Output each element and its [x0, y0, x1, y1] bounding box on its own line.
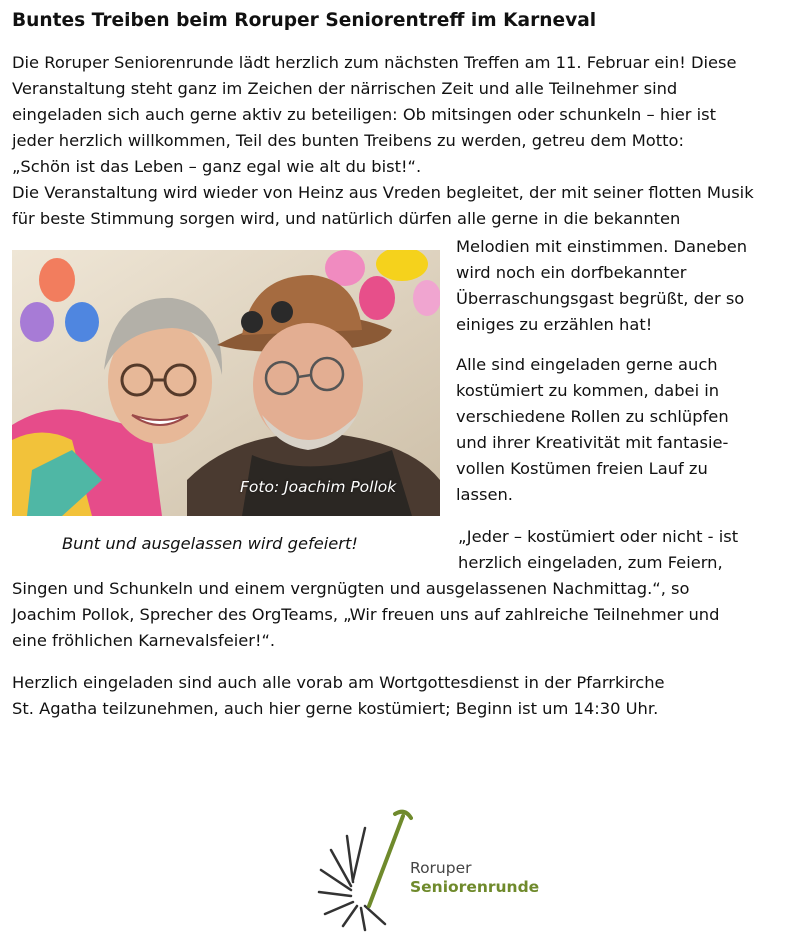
- paragraph-4-line: Herzlich eingeladen sind auch alle vorab am Wortgottesdienst in der Pfarrkirche: [12, 673, 665, 692]
- paragraph-1-right-line: einiges zu erzählen hat!: [456, 315, 653, 334]
- paragraph-1-line: Veranstaltung steht ganz im Zeichen der närrischen Zeit und alle Teilnehmer sind: [12, 79, 678, 98]
- paragraph-1-right-line: wird noch ein dorfbekannter: [456, 263, 687, 282]
- paragraph-1-line: für beste Stimmung sorgen wird, und natürlich dürfen alle gerne in die bekannten: [12, 209, 681, 228]
- paragraph-1-line: Die Roruper Seniorenrunde lädt herzlich zum nächsten Treffen am 11. Februar ein! Diese: [12, 53, 737, 72]
- paragraph-3-right-line: herzlich eingeladen, zum Feiern,: [458, 553, 723, 572]
- paragraph-3-right-line: „Jeder – kostümiert oder nicht - ist: [458, 527, 739, 546]
- paragraph-1-line: eingeladen sich auch gerne aktiv zu beteiligen: Ob mitsingen oder schunkeln – hier ist: [12, 105, 716, 124]
- logo-text-seniorenrunde: Seniorenrunde: [410, 878, 540, 896]
- paragraph-2-line: und ihrer Kreativität mit fantasie-: [456, 433, 729, 452]
- paragraph-1-right-line: Überraschungsgast begrüßt, der so: [456, 289, 745, 308]
- paragraph-1-line: Die Veranstaltung wird wieder von Heinz aus Vreden begleitet, der mit seiner flotten Musik: [12, 183, 754, 202]
- photo-credit: Foto: Joachim Pollok: [240, 478, 397, 496]
- paragraph-2-line: vollen Kostümen freien Lauf zu: [456, 459, 708, 478]
- carnival-photo-illustration: [12, 250, 440, 516]
- logo-text-roruper: Roruper: [410, 859, 472, 877]
- seniorenrunde-logo: [313, 808, 413, 934]
- paragraph-2-line: verschiedene Rollen zu schlüpfen: [456, 407, 729, 426]
- carnival-photo: [12, 250, 440, 516]
- paragraph-2-line: kostümiert zu kommen, dabei in: [456, 381, 720, 400]
- photo-caption: Bunt und ausgelassen wird gefeiert!: [62, 534, 358, 553]
- paragraph-1-right-line: Melodien mit einstimmen. Daneben: [456, 237, 748, 256]
- paragraph-1-line: jeder herzlich willkommen, Teil des bunten Treibens zu werden, getreu dem Motto:: [12, 131, 684, 150]
- paragraph-3-line: eine fröhlichen Karnevalsfeier!“.: [12, 631, 276, 650]
- paragraph-2-line: Alle sind eingeladen gerne auch: [456, 355, 718, 374]
- article-title: Buntes Treiben beim Roruper Seniorentreff im Karneval: [12, 10, 597, 31]
- paragraph-1-line: „Schön ist das Leben – ganz egal wie alt du bist!“.: [12, 157, 422, 176]
- paragraph-3-line: Singen und Schunkeln und einem vergnügten und ausgelassenen Nachmittag.“, so: [12, 579, 690, 598]
- paragraph-2-line: lassen.: [456, 485, 513, 504]
- paragraph-3-line: Joachim Pollok, Sprecher des OrgTeams, „Wir freuen uns auf zahlreiche Teilnehmer und: [12, 605, 720, 624]
- paragraph-4-line: St. Agatha teilzunehmen, auch hier gerne kostümiert; Beginn ist um 14:30 Uhr.: [12, 699, 659, 718]
- walking-stick-icon: [313, 808, 413, 934]
